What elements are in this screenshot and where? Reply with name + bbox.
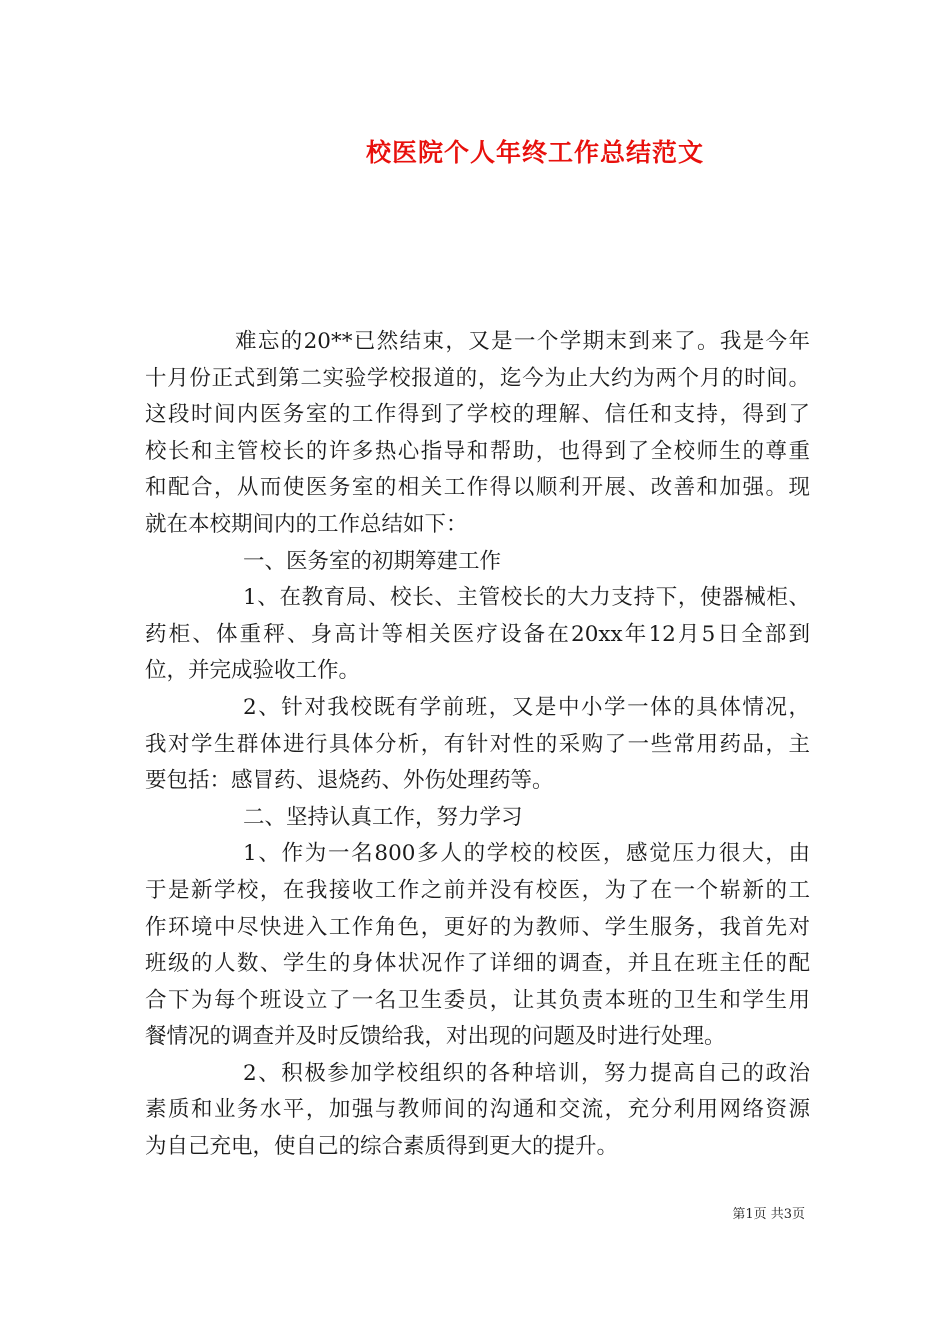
paragraph-line: 于是新学校，在我接收工作之前并没有校医，为了在一个崭新的工	[145, 877, 810, 903]
paragraph-line: 要包括：感冒药、退烧药、外伤处理药等。	[145, 768, 554, 794]
paragraph-line: 这段时间内医务室的工作得到了学校的理解、信任和支持，得到了	[145, 402, 810, 428]
paragraph-line: 作环境中尽快进入工作角色，更好的为教师、学生服务，我首先对	[145, 914, 810, 940]
paragraph-line: 1、作为一名800多人的学校的校医，感觉压力很大，由	[243, 841, 810, 867]
document-title: 校医院个人年终工作总结范文	[365, 138, 704, 167]
paragraph-line: 十月份正式到第二实验学校报道的，迄今为止大约为两个月的时间。	[145, 365, 810, 391]
paragraph-line: 班级的人数、学生的身体状况作了详细的调查，并且在班主任的配	[145, 951, 810, 977]
paragraph-line: 为自己充电，使自己的综合素质得到更大的提升。	[145, 1134, 619, 1160]
paragraph-line: 位，并完成验收工作。	[145, 658, 361, 684]
paragraph-line: 2、积极参加学校组织的各种培训，努力提高自己的政治	[243, 1060, 810, 1086]
section-heading: 二、坚持认真工作，努力学习	[243, 804, 523, 830]
paragraph-line: 就在本校期间内的工作总结如下：	[145, 511, 468, 537]
paragraph-line: 1、在教育局、校长、主管校长的大力支持下，使器械柜、	[243, 585, 810, 611]
paragraph-line: 和配合，从而使医务室的相关工作得以顺利开展、改善和加强。现	[145, 475, 810, 501]
paragraph-line: 药柜、体重秤、身高计等相关医疗设备在20xx年12月5日全部到	[145, 621, 810, 647]
paragraph-line: 2、针对我校既有学前班，又是中小学一体的具体情况，	[243, 694, 810, 720]
paragraph-line: 我对学生群体进行具体分析，有针对性的采购了一些常用药品，主	[145, 731, 810, 757]
paragraph-line: 校长和主管校长的许多热心指导和帮助，也得到了全校师生的尊重	[145, 438, 810, 464]
paragraph-line: 餐情况的调查并及时反馈给我，对出现的问题及时进行处理。	[145, 1024, 726, 1050]
document-body	[145, 324, 810, 1166]
paragraph-line: 合下为每个班设立了一名卫生委员，让其负责本班的卫生和学生用	[145, 987, 810, 1013]
section-heading: 一、医务室的初期筹建工作	[243, 548, 502, 574]
paragraph-line: 素质和业务水平，加强与教师间的沟通和交流，充分利用网络资源	[145, 1097, 810, 1123]
paragraph-line: 难忘的20**已然结束，又是一个学期末到来了。我是今年	[235, 329, 810, 354]
page-number: 第1页 共3页	[732, 1207, 805, 1222]
